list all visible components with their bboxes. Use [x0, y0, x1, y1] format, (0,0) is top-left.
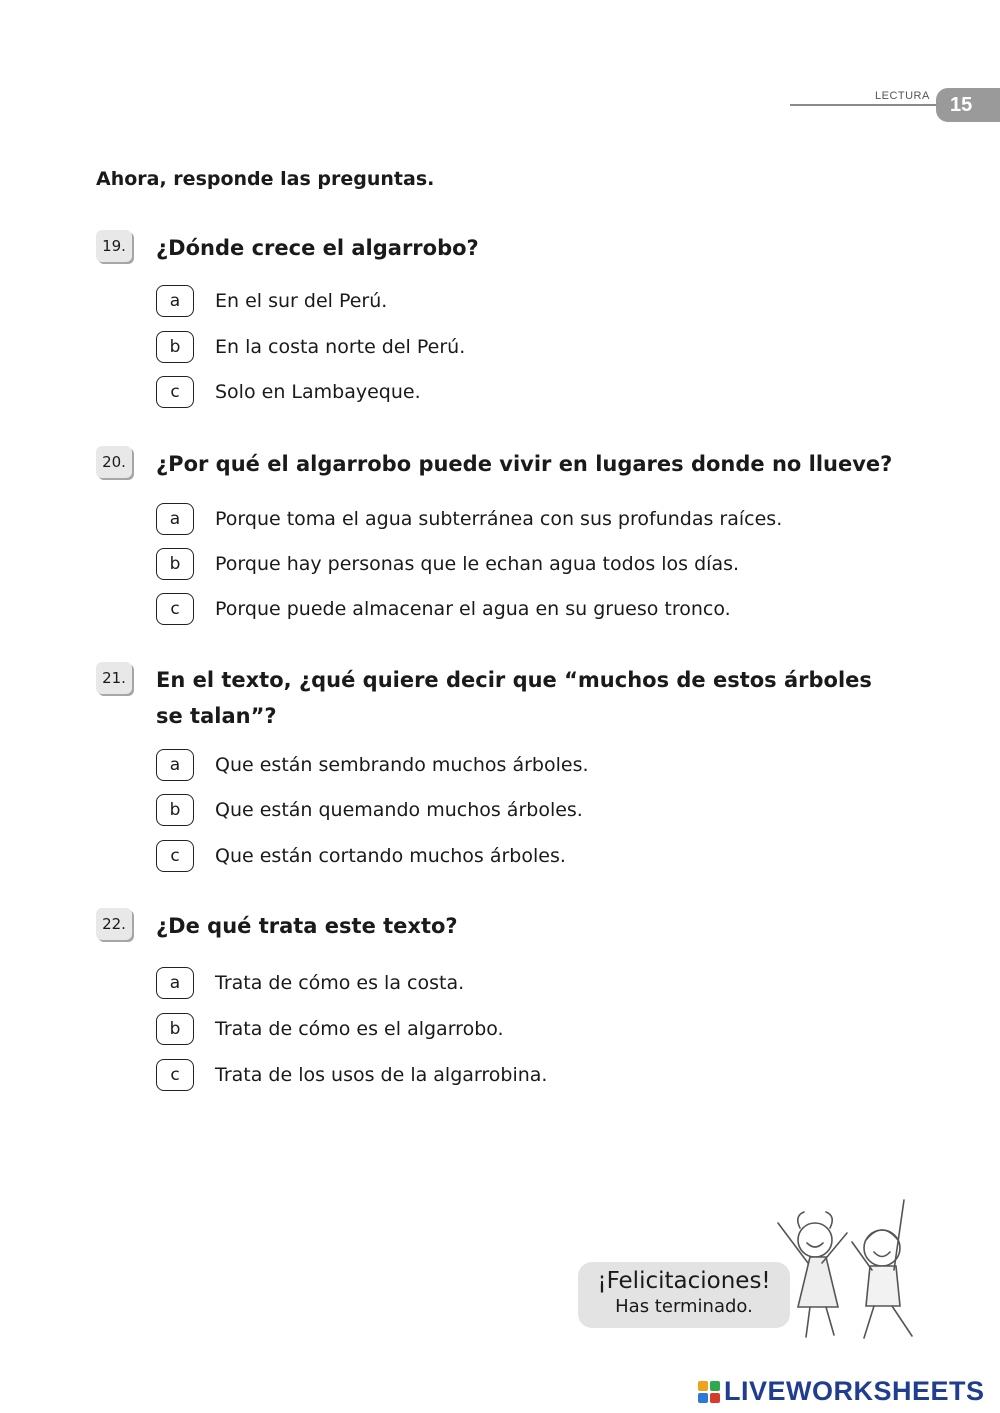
option-text: Porque puede almacenar el agua en su grueso tronco. — [215, 598, 731, 620]
option-b[interactable] — [156, 330, 465, 364]
option-letter-box[interactable]: c — [156, 1059, 194, 1091]
girl-dress — [798, 1257, 838, 1307]
congratulations-title: ¡Felicitaciones! — [597, 1268, 771, 1294]
header-rule — [790, 104, 940, 106]
option-text: Trata de los usos de la algarrobina. — [215, 1064, 548, 1086]
instruction-text: Ahora, responde las preguntas. — [96, 168, 435, 190]
liveworksheets-logo[interactable] — [698, 1376, 985, 1407]
option-b[interactable] — [156, 547, 739, 581]
option-b[interactable] — [156, 1012, 504, 1046]
question-text: ¿Por qué el algarrobo puede vivir en lugares donde no llueve? — [156, 452, 893, 476]
question-number: 21. — [96, 662, 132, 694]
option-letter-box[interactable]: a — [156, 967, 194, 999]
option-letter-box[interactable]: c — [156, 593, 194, 625]
congratulations-subtitle: Has terminado. — [615, 1296, 753, 1317]
question-text: En el texto, ¿qué quiere decir que “muchos de estos árboles se talan”? — [156, 668, 872, 728]
option-a[interactable] — [156, 966, 464, 1000]
celebrating-kids-illustration — [760, 1188, 940, 1348]
logo-text: LIVEWORKSHEETS — [724, 1376, 985, 1406]
option-letter-box[interactable]: b — [156, 331, 194, 363]
boy-smile — [874, 1252, 890, 1257]
option-c[interactable] — [156, 839, 566, 873]
option-text: En la costa norte del Perú. — [215, 336, 466, 358]
girl-legs — [806, 1307, 834, 1337]
option-a[interactable] — [156, 748, 589, 782]
boy-shirt — [866, 1266, 900, 1306]
boy-legs — [864, 1306, 912, 1338]
option-text: Trata de cómo es el algarrobo. — [215, 1018, 504, 1040]
option-letter-box[interactable]: a — [156, 503, 194, 535]
question-text: ¿De qué trata este texto? — [156, 914, 458, 938]
option-text: Que están sembrando muchos árboles. — [215, 754, 589, 776]
option-text: Trata de cómo es la costa. — [215, 972, 465, 994]
option-text: Que están cortando muchos árboles. — [215, 845, 566, 867]
option-c[interactable] — [156, 1058, 547, 1092]
option-text: Que están quemando muchos árboles. — [215, 799, 583, 821]
option-letter-box[interactable]: a — [156, 285, 194, 317]
question-number: 22. — [96, 908, 132, 940]
girl-hair — [798, 1212, 833, 1228]
option-text: Porque hay personas que le echan agua todos los días. — [215, 553, 740, 575]
option-c[interactable] — [156, 592, 731, 626]
option-text: En el sur del Perú. — [215, 290, 388, 312]
question-number: 19. — [96, 230, 132, 262]
question-number: 20. — [96, 446, 132, 478]
option-letter-box[interactable]: b — [156, 548, 194, 580]
boy-arms — [852, 1200, 904, 1270]
option-letter-box[interactable]: c — [156, 376, 194, 408]
option-letter-box[interactable]: b — [156, 794, 194, 826]
boy-hair — [866, 1230, 898, 1240]
option-letter-box[interactable]: c — [156, 840, 194, 872]
option-b[interactable] — [156, 793, 583, 827]
option-letter-box[interactable]: b — [156, 1013, 194, 1045]
option-text: Porque toma el agua subterránea con sus profundas raíces. — [215, 508, 783, 530]
option-letter-box[interactable]: a — [156, 749, 194, 781]
option-c[interactable] — [156, 375, 421, 409]
section-label: LECTURA — [875, 90, 930, 102]
option-a[interactable] — [156, 284, 387, 318]
girl-head — [798, 1223, 832, 1257]
option-a[interactable] — [156, 502, 782, 536]
page-number-tab — [936, 88, 1000, 122]
question-text: ¿Dónde crece el algarrobo? — [156, 236, 479, 260]
girl-smile — [807, 1243, 823, 1247]
liveworksheets-icon — [698, 1381, 720, 1403]
page-number: 15 — [950, 93, 973, 116]
option-text: Solo en Lambayeque. — [215, 381, 421, 403]
congratulations-bubble — [578, 1262, 790, 1328]
